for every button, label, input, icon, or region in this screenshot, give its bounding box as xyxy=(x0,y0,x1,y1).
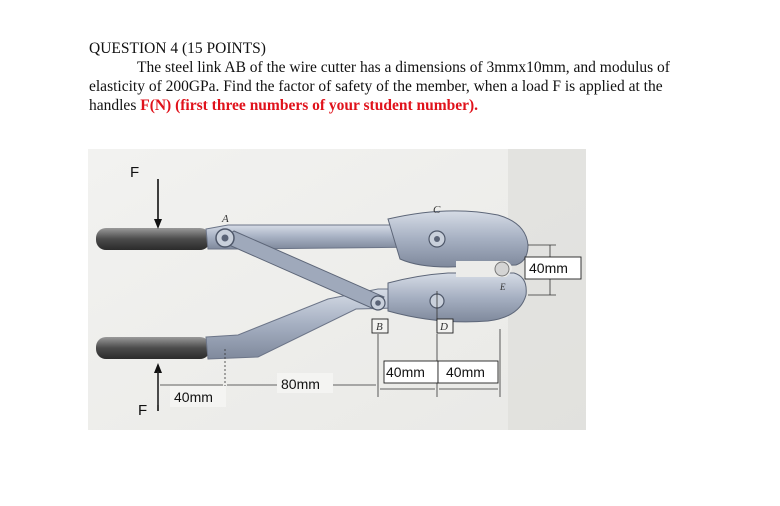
upper-grip xyxy=(96,228,210,250)
point-b-label: B xyxy=(376,321,383,333)
question-line-2: elasticity of 200GPa. Find the factor of safety of the member, when a load F is applied at the xyxy=(89,78,663,95)
wire xyxy=(495,262,509,276)
question-heading: QUESTION 4 (15 POINTS) xyxy=(89,40,266,57)
point-d-label: D xyxy=(440,321,448,333)
lower-grip xyxy=(96,337,210,359)
upper-jaw xyxy=(388,211,528,267)
wire-cutter-figure xyxy=(88,149,586,430)
question-line-3-prefix: handles xyxy=(89,97,141,114)
dim-label-80: 80mm xyxy=(281,376,320,392)
force-bottom-label: F xyxy=(138,402,148,419)
point-e-label: E xyxy=(500,282,506,292)
dim-label-40-bd: 40mm xyxy=(386,364,425,380)
question-body xyxy=(89,58,699,115)
lower-jaw xyxy=(388,273,526,322)
dim-label-40-de: 40mm xyxy=(446,364,485,380)
point-c-label: C xyxy=(433,204,441,216)
point-a-label: A xyxy=(222,213,229,225)
dim-label-40-left: 40mm xyxy=(174,389,213,405)
question-line-3-highlight: F(N) (first three numbers of your student number). xyxy=(140,97,479,114)
question-line-1: The steel link AB of the wire cutter has a dimensions of 3mmx10mm, and modulus of xyxy=(137,59,670,76)
dim-label-40-jaw: 40mm xyxy=(529,260,568,276)
force-top-label: F xyxy=(130,164,140,181)
